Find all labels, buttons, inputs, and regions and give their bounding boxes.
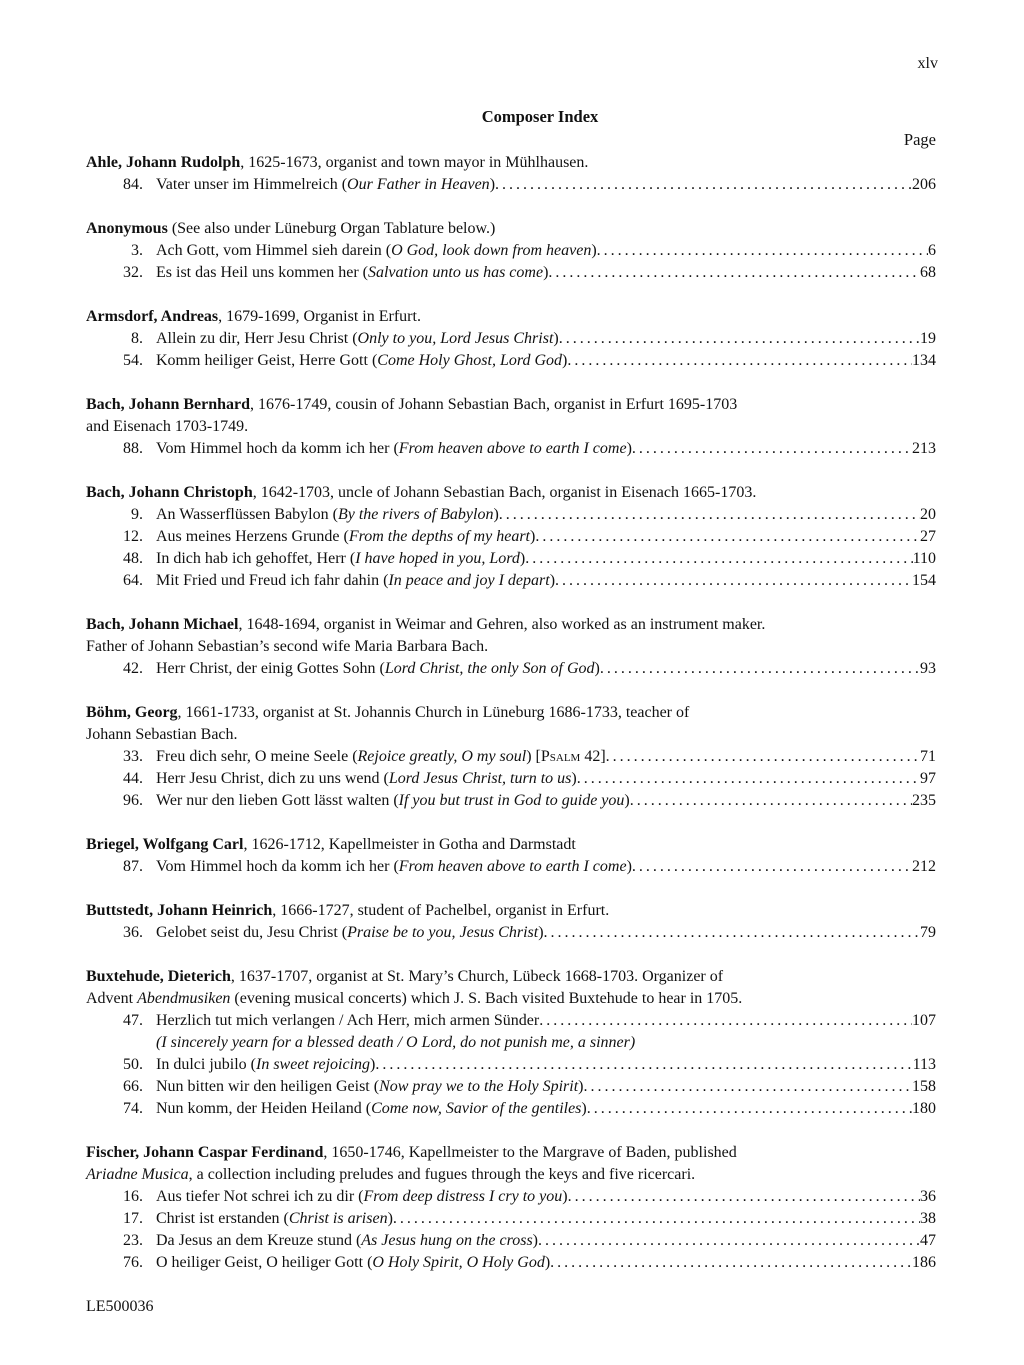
entry-page: 36	[920, 1188, 936, 1205]
entry-page: 71	[920, 748, 936, 765]
composer-description: (See also under Lüneburg Organ Tablature below.)	[167, 220, 496, 237]
index-entry	[86, 526, 936, 548]
composer-description-line: Ariadne Musica, a collection including preludes and fugues through the keys and five ricercari.	[86, 1166, 696, 1183]
composer-heading	[86, 394, 936, 416]
entry-number: 8.	[131, 330, 143, 347]
composer-description: , 1650-1746, Kapellmeister to the Margrave of Baden, published	[323, 1144, 737, 1161]
leader-dots	[499, 504, 920, 526]
composer-section	[86, 834, 936, 878]
entry-title: In dich hab ich gehoffet, Herr (I have hoped in you, Lord)	[156, 550, 526, 567]
entry-title: Wer nur den lieben Gott lässt walten (If you but trust in God to guide you)	[156, 792, 630, 809]
composer-description: , 1626-1712, Kapellmeister in Gotha and Darmstadt	[243, 836, 576, 853]
entry-title: Herr Jesu Christ, dich zu uns wend (Lord Jesus Christ, turn to us)	[156, 770, 577, 787]
entry-title: Herzlich tut mich verlangen / Ach Herr, mich armen Sünder	[156, 1012, 540, 1029]
composer-description: , 1661-1733, organist at St. Johannis Church in Lüneburg 1686-1733, teacher of	[177, 704, 690, 721]
composer-description: , 1666-1727, student of Pachelbel, organist in Erfurt.	[272, 902, 610, 919]
entry-number: 32.	[123, 264, 143, 281]
leader-dots	[584, 1076, 913, 1098]
entry-number: 47.	[123, 1012, 143, 1029]
leader-dots	[539, 1010, 912, 1032]
entry-title: O heiliger Geist, O heiliger Gott (O Holy Spirit, O Holy God)	[156, 1254, 551, 1271]
index-entry	[86, 856, 936, 878]
index-entry	[86, 768, 936, 790]
composer-heading	[86, 702, 936, 724]
entry-page: 206	[912, 176, 936, 193]
composer-heading	[86, 482, 936, 504]
footer-code: LE500036	[86, 1298, 154, 1315]
entry-title: Allein zu dir, Herr Jesu Christ (Only to you, Lord Jesus Christ)	[156, 330, 559, 347]
composer-section	[86, 218, 936, 284]
entry-page: 27	[920, 528, 936, 545]
entry-page: 19	[920, 330, 936, 347]
entry-subtitle: (I sincerely yearn for a blessed death / O Lord, do not punish me, a sinner)	[156, 1034, 636, 1051]
composer-heading	[86, 900, 936, 922]
composer-name: Anonymous	[86, 220, 168, 237]
composer-section	[86, 966, 936, 1120]
index-entry	[86, 658, 936, 680]
leader-dots	[597, 240, 928, 262]
leader-dots	[577, 768, 920, 790]
entry-page: 93	[920, 660, 936, 677]
leader-dots	[630, 790, 912, 812]
entry-title: Nun bitten wir den heiligen Geist (Now pray we to the Holy Spirit)	[156, 1078, 584, 1095]
composer-description: , 1648-1694, organist in Weimar and Gehren, also worked as an instrument maker.	[238, 616, 766, 633]
composer-section	[86, 1142, 936, 1274]
composer-description-line: Johann Sebastian Bach.	[86, 726, 238, 743]
index-entry	[86, 570, 936, 592]
composer-name: Armsdorf, Andreas	[86, 308, 219, 325]
entry-page: 20	[920, 506, 936, 523]
entry-title: Freu dich sehr, O meine Seele (Rejoice greatly, O my soul) [Psalm 42]	[156, 748, 606, 765]
composer-heading	[86, 306, 936, 328]
entry-page: 68	[920, 264, 936, 281]
entry-number: 44.	[123, 770, 143, 787]
index-entry	[86, 174, 936, 196]
leader-dots	[375, 1054, 912, 1076]
index-entry	[86, 1054, 936, 1076]
entry-page: 79	[920, 924, 936, 941]
entry-number: 87.	[123, 858, 143, 875]
entry-title: Aus tiefer Not schrei ich zu dir (From deep distress I cry to you)	[156, 1188, 568, 1205]
index-entry	[86, 1186, 936, 1208]
leader-dots	[548, 262, 920, 284]
entry-number: 3.	[131, 242, 143, 259]
entry-page: 213	[912, 440, 936, 457]
leader-dots	[567, 350, 912, 372]
composer-section	[86, 702, 936, 812]
index-entry	[86, 1208, 936, 1230]
composer-heading	[86, 1142, 936, 1164]
entry-number: 66.	[123, 1078, 143, 1095]
leader-dots	[606, 746, 920, 768]
leader-dots	[495, 174, 912, 196]
index-entry	[86, 438, 936, 460]
entry-page: 212	[912, 858, 936, 875]
composer-name: Bach, Johann Christoph	[86, 484, 253, 501]
index-entry	[86, 1098, 936, 1120]
leader-dots	[535, 526, 920, 548]
entry-number: 9.	[131, 506, 143, 523]
entry-page: 110	[912, 550, 936, 567]
entry-number: 54.	[123, 352, 143, 369]
index-entry	[86, 328, 936, 350]
entry-number: 84.	[123, 176, 143, 193]
entry-title: Christ ist erstanden (Christ is arisen)	[156, 1210, 393, 1227]
entry-title: Aus meines Herzens Grunde (From the depths of my heart)	[156, 528, 536, 545]
entry-number: 64.	[123, 572, 143, 589]
composer-section	[86, 152, 936, 196]
entry-number: 88.	[123, 440, 143, 457]
index-entry	[86, 790, 936, 812]
leader-dots	[393, 1208, 920, 1230]
index-entry	[86, 350, 936, 372]
composer-section	[86, 394, 936, 460]
entry-page: 6	[928, 242, 936, 259]
leader-dots	[568, 1186, 920, 1208]
entry-number: 50.	[123, 1056, 143, 1073]
entry-page: 47	[920, 1232, 936, 1249]
index-entry	[86, 1230, 936, 1252]
entry-title: In dulci jubilo (In sweet rejoicing)	[156, 1056, 376, 1073]
composer-name: Briegel, Wolfgang Carl	[86, 836, 244, 853]
composer-name: Fischer, Johann Caspar Ferdinand	[86, 1144, 324, 1161]
entry-title: Vater unser im Himmelreich (Our Father in Heaven)	[156, 176, 496, 193]
page-number: xlv	[917, 55, 938, 72]
leader-dots	[632, 856, 912, 878]
entry-title: Herr Christ, der einig Gottes Sohn (Lord Christ, the only Son of God)	[156, 660, 600, 677]
composer-name: Böhm, Georg	[86, 704, 178, 721]
entry-number: 48.	[123, 550, 143, 567]
entry-page: 134	[912, 352, 936, 369]
leader-dots	[550, 1252, 912, 1274]
index-entry	[86, 548, 936, 570]
index-entry	[86, 504, 936, 526]
composer-name: Buxtehude, Dieterich	[86, 968, 231, 985]
entry-title: Vom Himmel hoch da komm ich her (From heaven above to earth I come)	[156, 858, 632, 875]
entry-page: 154	[912, 572, 936, 589]
composer-description-line: and Eisenach 1703-1749.	[86, 418, 249, 435]
composer-name: Bach, Johann Bernhard	[86, 396, 251, 413]
entry-title: Vom Himmel hoch da komm ich her (From heaven above to earth I come)	[156, 440, 632, 457]
entry-title: Gelobet seist du, Jesu Christ (Praise be to you, Jesus Christ)	[156, 924, 544, 941]
leader-dots	[632, 438, 912, 460]
entry-title: Komm heiliger Geist, Herre Gott (Come Holy Ghost, Lord God)	[156, 352, 568, 369]
composer-heading	[86, 218, 936, 240]
entry-number: 12.	[123, 528, 143, 545]
index-entry	[86, 746, 936, 768]
entry-page: 107	[912, 1012, 936, 1029]
index-entry	[86, 1252, 936, 1274]
composer-heading	[86, 966, 936, 988]
entry-page: 113	[912, 1056, 936, 1073]
entry-number: 42.	[123, 660, 143, 677]
composer-section	[86, 900, 936, 944]
entry-number: 16.	[123, 1188, 143, 1205]
composer-heading	[86, 834, 936, 856]
entry-number: 76.	[123, 1254, 143, 1271]
composer-list	[86, 152, 936, 1296]
composer-description-line: Father of Johann Sebastian’s second wife Maria Barbara Bach.	[86, 638, 489, 655]
leader-dots	[587, 1098, 912, 1120]
entry-page: 97	[920, 770, 936, 787]
composer-description: , 1676-1749, cousin of Johann Sebastian Bach, organist in Erfurt 1695-1703	[250, 396, 738, 413]
composer-name: Buttstedt, Johann Heinrich	[86, 902, 273, 919]
index-entry	[86, 1076, 936, 1098]
composer-description: , 1679-1699, Organist in Erfurt.	[218, 308, 421, 325]
leader-dots	[600, 658, 920, 680]
page-column-label: Page	[903, 130, 936, 149]
entry-title: Nun komm, der Heiden Heiland (Come now, Savior of the gentiles)	[156, 1100, 587, 1117]
composer-section	[86, 306, 936, 372]
entry-number: 96.	[123, 792, 143, 809]
leader-dots	[555, 570, 912, 592]
composer-name: Ahle, Johann Rudolph	[86, 154, 241, 171]
entry-number: 17.	[123, 1210, 143, 1227]
composer-description: , 1625-1673, organist and town mayor in Mühlhausen.	[240, 154, 589, 171]
entry-number: 36.	[123, 924, 143, 941]
entry-number: 74.	[123, 1100, 143, 1117]
entry-page: 235	[912, 792, 936, 809]
entry-page: 158	[912, 1078, 936, 1095]
index-entry	[86, 1010, 936, 1032]
entry-page: 180	[912, 1100, 936, 1117]
index-title: Composer Index	[481, 107, 599, 126]
entry-number: 33.	[123, 748, 143, 765]
index-entry	[86, 262, 936, 284]
entry-number: 23.	[123, 1232, 143, 1249]
composer-section	[86, 482, 936, 592]
index-entry	[86, 922, 936, 944]
composer-name: Bach, Johann Michael	[86, 616, 239, 633]
composer-description-line: Advent Abendmusiken (evening musical concerts) which J. S. Bach visited Buxtehude to hear in 1705.	[86, 990, 743, 1007]
leader-dots	[538, 1230, 920, 1252]
entry-title: Mit Fried und Freud ich fahr dahin (In peace and joy I depart)	[156, 572, 556, 589]
entry-page: 38	[920, 1210, 936, 1227]
entry-title: An Wasserflüssen Babylon (By the rivers of Babylon)	[156, 506, 499, 523]
composer-heading	[86, 152, 936, 174]
composer-description: , 1642-1703, uncle of Johann Sebastian Bach, organist in Eisenach 1665-1703.	[252, 484, 757, 501]
composer-section	[86, 614, 936, 680]
entry-title: Es ist das Heil uns kommen her (Salvation unto us has come)	[156, 264, 549, 281]
entry-title: Ach Gott, vom Himmel sieh darein (O God, look down from heaven)	[156, 242, 597, 259]
index-entry	[86, 240, 936, 262]
leader-dots	[559, 328, 920, 350]
composer-description: , 1637-1707, organist at St. Mary’s Church, Lübeck 1668-1703. Organizer of	[230, 968, 724, 985]
leader-dots	[544, 922, 920, 944]
leader-dots	[525, 548, 912, 570]
entry-page: 186	[912, 1254, 936, 1271]
composer-heading	[86, 614, 936, 636]
entry-title: Da Jesus an dem Kreuze stund (As Jesus hung on the cross)	[156, 1232, 538, 1249]
